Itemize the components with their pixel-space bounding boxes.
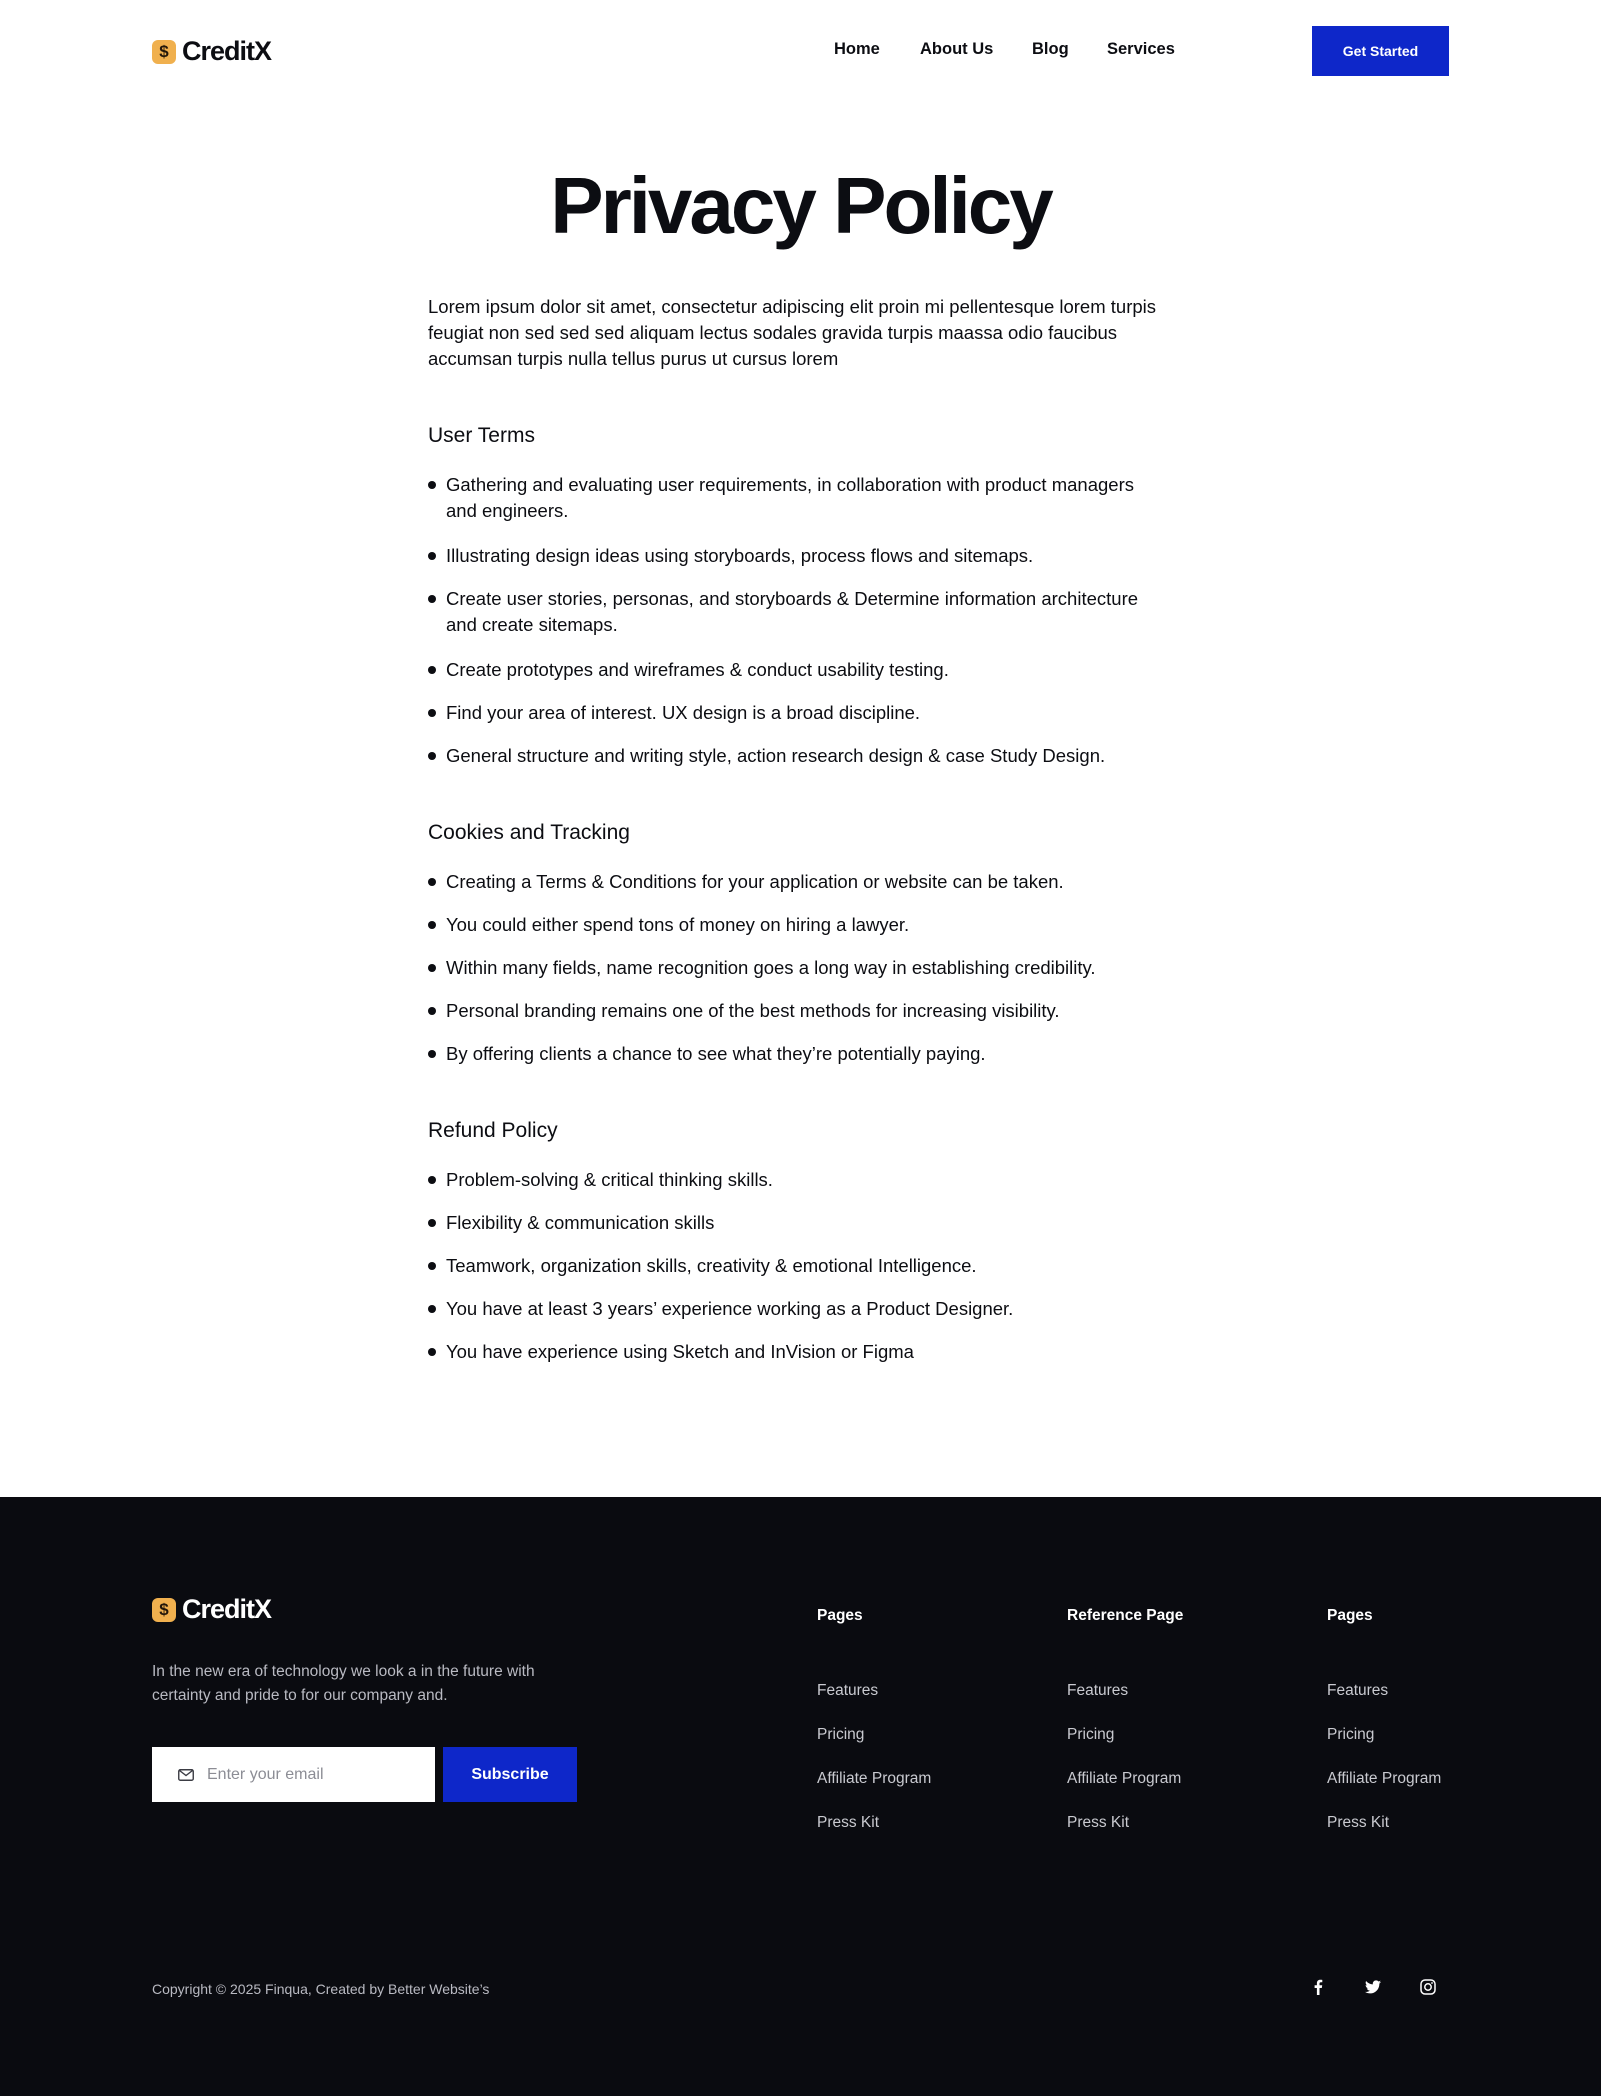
bullet-icon (428, 1262, 436, 1270)
list-item: Flexibility & communication skills (428, 1210, 1148, 1236)
nav-about-us[interactable]: About Us (920, 40, 994, 58)
footer-link-features[interactable]: Features (1327, 1682, 1389, 1699)
bullet-icon (428, 481, 436, 489)
brand-name: CreditX (182, 1594, 272, 1624)
footer-description: In the new era of technology we look a in the future with certainty and pride to for our company and. (152, 1663, 535, 1704)
subscribe-button[interactable]: Subscribe (443, 1747, 577, 1802)
bullet-icon (428, 1305, 436, 1313)
footer-link-press-kit[interactable]: Press Kit (1327, 1814, 1390, 1831)
footer-link-pricing[interactable]: Pricing (1067, 1726, 1115, 1743)
nav-blog[interactable]: Blog (1032, 40, 1069, 58)
dollar-icon: $ (152, 1598, 176, 1622)
section-title-cookies-tracking: Cookies and Tracking (428, 821, 630, 844)
footer-column-title: Pages (1327, 1607, 1373, 1624)
facebook-icon[interactable] (1306, 1975, 1330, 1999)
list-item: Creating a Terms & Conditions for your application or website can be taken. (428, 869, 1148, 895)
list-item: By offering clients a chance to see what they’re potentially paying. (428, 1041, 1148, 1067)
list-item: You could either spend tons of money on hiring a lawyer. (428, 912, 1148, 938)
page-title: Privacy Policy (550, 161, 1051, 250)
list-item: Teamwork, organization skills, creativity & emotional Intelligence. (428, 1253, 1148, 1279)
footer-link-features[interactable]: Features (817, 1682, 879, 1699)
section-title-refund-policy: Refund Policy (428, 1119, 558, 1142)
mail-icon (178, 1769, 194, 1781)
bullet-icon (428, 964, 436, 972)
footer-link-pricing[interactable]: Pricing (1327, 1726, 1375, 1743)
footer-link-affiliate-program[interactable]: Affiliate Program (1067, 1770, 1182, 1787)
bullet-icon (428, 1348, 436, 1356)
list-item: Find your area of interest. UX design is a broad discipline. (428, 700, 1148, 726)
instagram-icon[interactable] (1416, 1975, 1440, 1999)
site-header (0, 0, 1601, 102)
get-started-button[interactable]: Get Started (1312, 26, 1449, 76)
list-item: Create user stories, personas, and storyboards & Determine information architecture and create sitemaps. (428, 586, 1148, 638)
list-item: You have experience using Sketch and InVision or Figma (428, 1339, 1148, 1365)
footer-link-features[interactable]: Features (1067, 1682, 1129, 1699)
list-item: General structure and writing style, action research design & case Study Design. (428, 743, 1148, 769)
bullet-icon (428, 552, 436, 560)
footer-brand-logo[interactable] (152, 1594, 271, 1625)
list-item: Personal branding remains one of the best methods for increasing visibility. (428, 998, 1148, 1024)
intro-paragraph: Lorem ipsum dolor sit amet, consectetur adipiscing elit proin mi pellentesque lorem turpis feugiat non sed sed sed aliquam lectus sodales gravida turpis maassa odio faucibus accumsan turpis nulla tellus purus ut cursus lorem (428, 296, 1157, 369)
nav-services[interactable]: Services (1107, 40, 1175, 58)
bullet-icon (428, 1050, 436, 1058)
site-footer (0, 1497, 1601, 2096)
copyright-text: Copyright © 2025 Finqua, Created by Better Website’s (152, 1981, 490, 1997)
bullet-icon (428, 1219, 436, 1227)
bullet-icon (428, 666, 436, 674)
dollar-icon: $ (152, 40, 176, 64)
footer-column-title: Pages (817, 1607, 863, 1624)
list-item: Illustrating design ideas using storyboards, process flows and sitemaps. (428, 543, 1148, 569)
list-item: You have at least 3 years’ experience working as a Product Designer. (428, 1296, 1148, 1322)
bullet-icon (428, 1176, 436, 1184)
list-item: Create prototypes and wireframes & conduct usability testing. (428, 657, 1148, 683)
bullet-icon (428, 921, 436, 929)
nav-home[interactable]: Home (834, 40, 880, 58)
twitter-icon[interactable] (1361, 1975, 1385, 1999)
bullet-icon (428, 1007, 436, 1015)
footer-column-title: Reference Page (1067, 1607, 1184, 1624)
bullet-icon (428, 878, 436, 886)
email-input[interactable] (207, 1766, 417, 1784)
footer-link-affiliate-program[interactable]: Affiliate Program (1327, 1770, 1442, 1787)
email-field[interactable] (152, 1747, 435, 1802)
footer-link-pricing[interactable]: Pricing (817, 1726, 865, 1743)
brand-logo[interactable] (152, 36, 271, 67)
bullet-icon (428, 752, 436, 760)
brand-name: CreditX (182, 36, 272, 66)
list-item: Problem-solving & critical thinking skills. (428, 1167, 1148, 1193)
bullet-icon (428, 595, 436, 603)
section-title-user-terms: User Terms (428, 424, 535, 447)
list-item: Gathering and evaluating user requirements, in collaboration with product managers and engineers. (428, 472, 1148, 524)
list-item: Within many fields, name recognition goes a long way in establishing credibility. (428, 955, 1148, 981)
footer-link-affiliate-program[interactable]: Affiliate Program (817, 1770, 932, 1787)
footer-link-press-kit[interactable]: Press Kit (1067, 1814, 1130, 1831)
bullet-icon (428, 709, 436, 717)
footer-link-press-kit[interactable]: Press Kit (817, 1814, 880, 1831)
